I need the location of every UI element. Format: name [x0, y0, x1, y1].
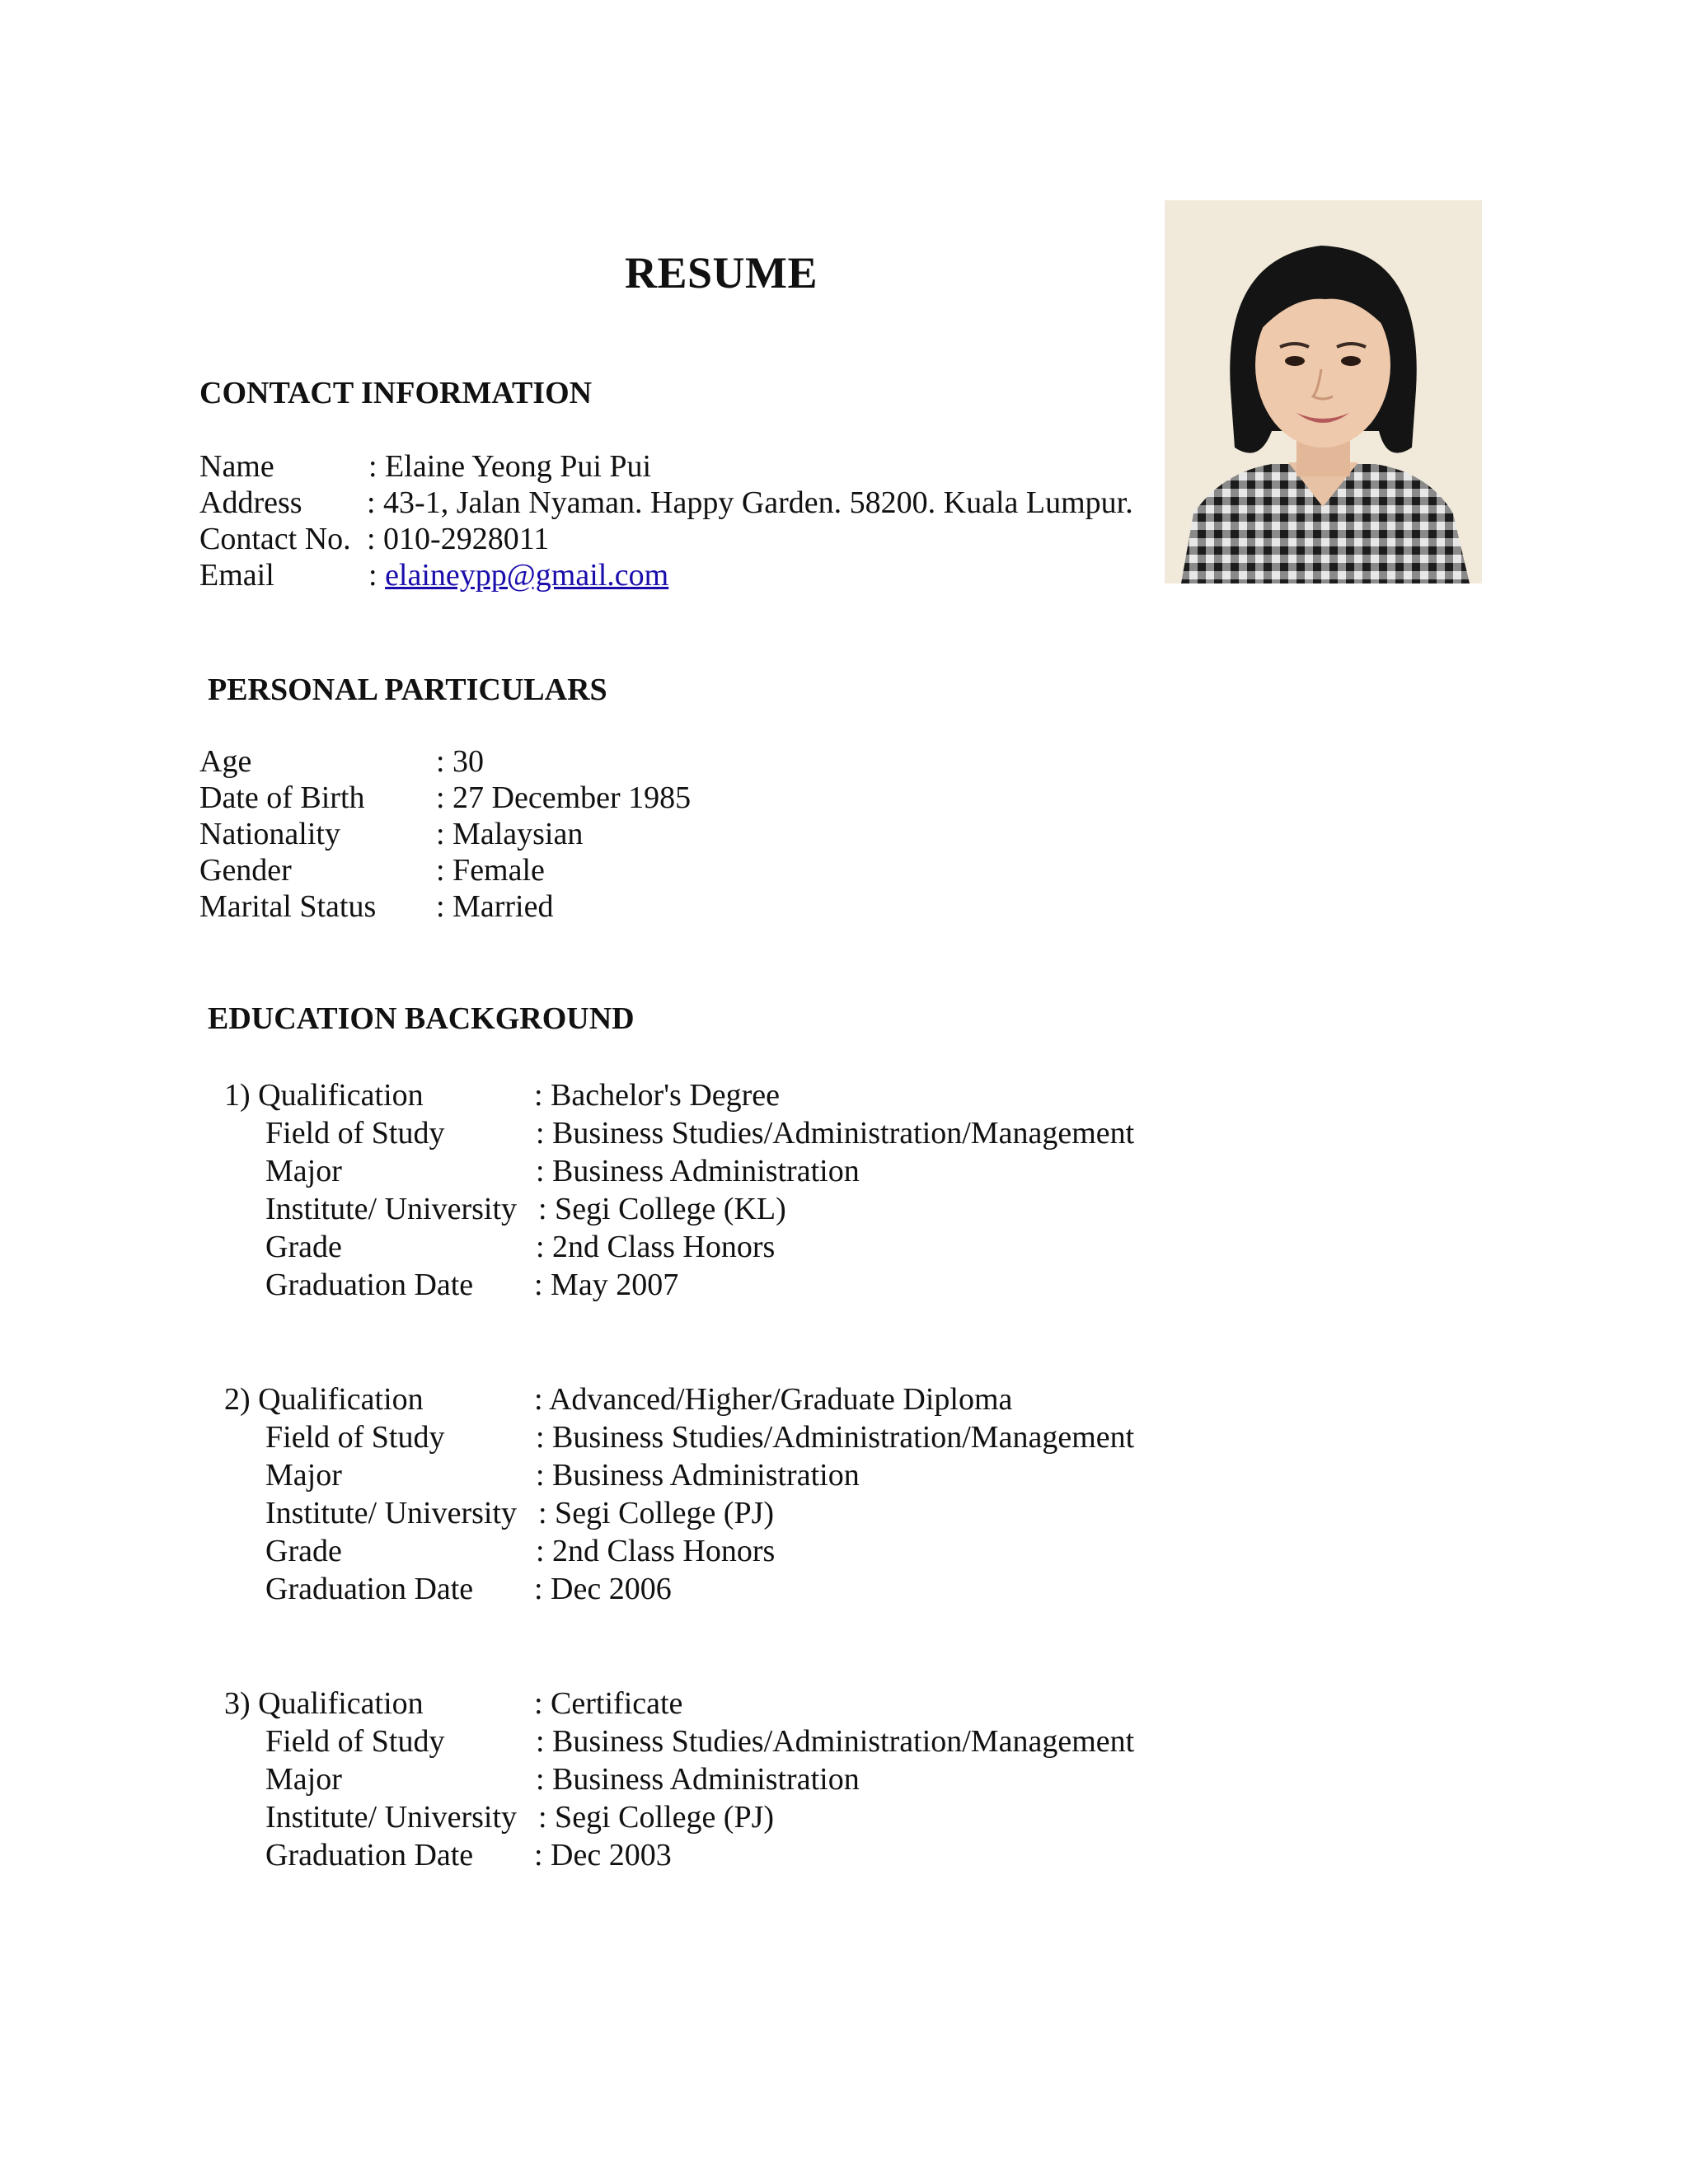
contact-value: : 010-2928011: [367, 522, 550, 556]
contact-label: Address: [199, 485, 302, 520]
edu-label: Institute/ University: [265, 1496, 518, 1530]
edu-label: Grade: [265, 1534, 342, 1568]
education-heading: EDUCATION BACKGROUND: [208, 1001, 635, 1036]
personal-label: Date of Birth: [199, 780, 365, 815]
contact-value: [368, 557, 668, 593]
personal-label: Nationality: [199, 817, 340, 851]
contact-value: : Elaine Yeong Pui Pui: [368, 449, 652, 484]
resume-title: RESUME: [625, 248, 818, 298]
edu-value: : Business Studies/Administration/Management: [536, 1420, 1135, 1455]
edu-value: : 2nd Class Honors: [536, 1230, 776, 1264]
personal-value: : Malaysian: [436, 817, 584, 851]
edu-label: 3) Qualification: [224, 1686, 424, 1721]
edu-label: Field of Study: [265, 1724, 445, 1759]
personal-heading: PERSONAL PARTICULARS: [208, 673, 607, 707]
edu-label: 2) Qualification: [224, 1382, 424, 1417]
edu-value: : Dec 2003: [534, 1838, 672, 1872]
edu-value: : Dec 2006: [534, 1572, 672, 1606]
contact-label: Email: [199, 558, 274, 593]
edu-value: : Business Studies/Administration/Management: [536, 1724, 1135, 1759]
personal-value: : Married: [436, 889, 554, 924]
personal-value: : 30: [436, 744, 485, 779]
personal-label: Gender: [199, 853, 292, 888]
edu-value: : Business Administration: [536, 1154, 860, 1188]
contact-label: Contact No.: [199, 522, 351, 556]
edu-value: : Certificate: [534, 1686, 683, 1721]
edu-value: : Segi College (PJ): [538, 1496, 775, 1530]
edu-label: Graduation Date: [265, 1268, 474, 1302]
edu-label: Major: [265, 1762, 342, 1797]
edu-value: : Business Studies/Administration/Management: [536, 1116, 1135, 1151]
personal-label: Marital Status: [199, 889, 377, 924]
personal-value: : Female: [436, 853, 545, 888]
contact-heading: CONTACT INFORMATION: [199, 376, 593, 410]
edu-label: Institute/ University: [265, 1800, 518, 1835]
edu-label: Grade: [265, 1230, 342, 1264]
edu-value: : Segi College (PJ): [538, 1800, 775, 1835]
edu-label: Major: [265, 1154, 342, 1188]
edu-label: 1) Qualification: [224, 1078, 424, 1113]
email-prefix: :: [368, 558, 386, 593]
profile-photo: [1165, 200, 1482, 583]
edu-label: Graduation Date: [265, 1572, 474, 1606]
edu-label: Field of Study: [265, 1420, 445, 1455]
edu-label: Major: [265, 1458, 342, 1493]
edu-value: : May 2007: [534, 1268, 679, 1302]
edu-label: Institute/ University: [265, 1192, 518, 1226]
contact-label: Name: [199, 449, 274, 484]
personal-value: : 27 December 1985: [436, 780, 692, 815]
edu-value: : Business Administration: [536, 1762, 860, 1797]
edu-label: Graduation Date: [265, 1838, 474, 1872]
edu-value: : Segi College (KL): [538, 1192, 786, 1226]
portrait-image: [1165, 200, 1482, 583]
edu-value: : 2nd Class Honors: [536, 1534, 776, 1568]
contact-value: : 43-1, Jalan Nyaman. Happy Garden. 58200. Kuala Lumpur.: [367, 485, 1133, 520]
edu-label: Field of Study: [265, 1116, 445, 1151]
email-link[interactable]: elaineypp@gmail.com: [385, 558, 669, 593]
personal-label: Age: [199, 744, 252, 779]
edu-value: : Business Administration: [536, 1458, 860, 1493]
edu-value: : Advanced/Higher/Graduate Diploma: [534, 1382, 1013, 1417]
edu-value: : Bachelor's Degree: [534, 1078, 781, 1113]
